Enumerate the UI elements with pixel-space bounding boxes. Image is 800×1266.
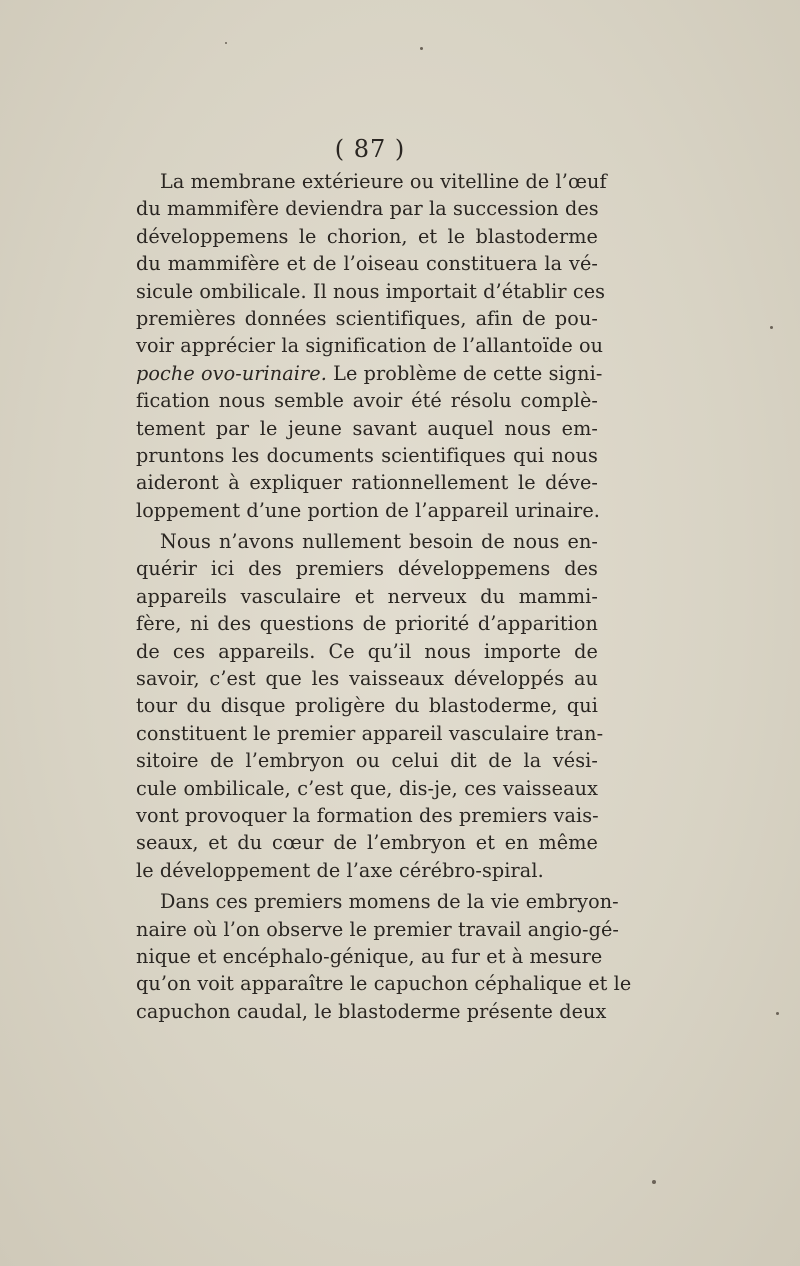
text-line: tement par le jeune savant auquel nous em- <box>136 416 598 440</box>
text-line: seaux, et du cœur de l’embryon et en même <box>136 831 598 855</box>
paragraph-2 <box>136 528 604 884</box>
paper-speck <box>225 42 227 44</box>
paragraph-3 <box>136 888 632 1025</box>
paragraph-1 <box>136 168 607 524</box>
text-line: tour du disque proligère du blastoderme, qui <box>136 694 598 718</box>
text-line: sitoire de l’embryon ou celui dit de la vési- <box>136 749 598 773</box>
text-line: du mammifère deviendra par la succession des <box>136 197 599 221</box>
text-line: le développement de l’axe cérébro-spiral. <box>136 858 544 882</box>
text-line: poche ovo-urinaire. Le problème de cette signi- <box>136 361 603 385</box>
text-line: sicule ombilicale. Il nous importait d’établir ces <box>136 279 606 303</box>
paper-speck <box>652 1180 656 1184</box>
text-line: naire où l’on observe le premier travail angio-gé- <box>136 917 620 941</box>
text-line: savoir, c’est que les vaisseaux développés au <box>136 667 598 691</box>
text-line: premières données scientifiques, afin de pou- <box>136 306 598 330</box>
text-line: constituent le premier appareil vasculaire tran- <box>136 721 604 745</box>
text-line: fère, ni des questions de priorité d’apparition <box>136 612 598 636</box>
text-line: fication nous semble avoir été résolu complè- <box>136 389 598 413</box>
text-line: quérir ici des premiers développemens des <box>136 557 598 581</box>
paper-speck <box>770 326 773 329</box>
page-number: ( 87 ) <box>334 135 406 163</box>
text-line: voir apprécier la signification de l’allantoïde ou <box>136 334 604 358</box>
text-line: développemens le chorion, et le blastoderme <box>136 224 598 248</box>
text-line: vont provoquer la formation des premiers vais- <box>136 803 599 827</box>
text-line: cule ombilicale, c’est que, dis-je, ces vaisseaux <box>136 776 598 800</box>
text-line: capuchon caudal, le blastoderme présente deux <box>136 999 607 1023</box>
text-line: pruntons les documents scientifiques qui nous <box>136 443 598 467</box>
text-line: Nous n’avons nullement besoin de nous en- <box>160 530 598 554</box>
text-line: La membrane extérieure ou vitelline de l’œuf <box>160 170 607 193</box>
paper-speck <box>420 47 423 50</box>
text-line: qu’on voit apparaître le capuchon céphalique et le <box>136 972 632 996</box>
text-line: aideront à expliquer rationnellement le déve- <box>136 471 598 495</box>
body-text <box>136 168 632 1025</box>
text-line: loppement d’une portion de l’appareil urinaire. <box>136 498 600 522</box>
paper-speck <box>776 1012 779 1015</box>
text-line: de ces appareils. Ce qu’il nous importe de <box>136 639 598 663</box>
text-line: nique et encéphalo-génique, au fur et à mesure <box>136 944 603 968</box>
text-line: appareils vasculaire et nerveux du mammi- <box>136 584 598 608</box>
text-line: du mammifère et de l’oiseau constituera la vé- <box>136 252 598 276</box>
text-line: Dans ces premiers momens de la vie embryon- <box>160 890 619 914</box>
